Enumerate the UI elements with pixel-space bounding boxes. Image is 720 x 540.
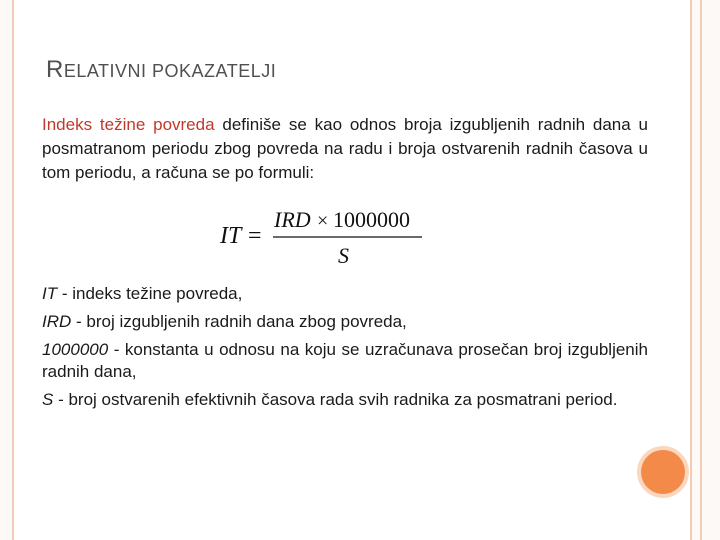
definition-symbol: IRD	[42, 312, 72, 331]
times-sign: ×	[317, 210, 329, 232]
definition-symbol: S	[42, 390, 54, 409]
formula-equals: =	[248, 223, 262, 249]
frame-border-line	[700, 0, 702, 540]
slide-title	[46, 56, 276, 84]
decorative-dot	[641, 450, 685, 494]
definition-symbol: IT	[42, 284, 58, 303]
numerator-variable: IRD	[274, 207, 311, 232]
formula	[218, 205, 428, 270]
title-first-letter: R	[46, 56, 64, 83]
definition-text: - indeks težine povreda,	[57, 284, 243, 303]
definition-item	[42, 311, 648, 333]
paragraph-text: definiše se kao odnos broja izgubljenih radnih dana u posmatranom periodu zbog povreda na radu i broja ostvarenih radnih časova u tom periodu, a računa se po formuli:	[42, 115, 648, 182]
definition-item	[42, 389, 648, 411]
numerator-constant: 1000000	[333, 207, 410, 232]
definition-text: - konstanta u odnosu na koju se uzračunava prosečan broj izgubljenih radnih dana,	[42, 340, 648, 381]
highlighted-term: Indeks težine povreda	[42, 115, 215, 134]
definitions-list	[42, 283, 648, 417]
intro-paragraph	[42, 113, 648, 185]
definition-symbol: 1000000	[42, 340, 109, 359]
definition-text: - broj izgubljenih radnih dana zbog povreda,	[71, 312, 407, 331]
formula-denominator: S	[338, 243, 349, 268]
formula-lhs: IT	[220, 223, 242, 249]
definition-item	[42, 339, 648, 383]
title-rest: ELATIVNI POKAZATELJI	[63, 61, 277, 81]
definition-item	[42, 283, 648, 305]
definition-text: - broj ostvarenih efektivnih časova rada svih radnika za posmatrani period.	[53, 390, 618, 409]
